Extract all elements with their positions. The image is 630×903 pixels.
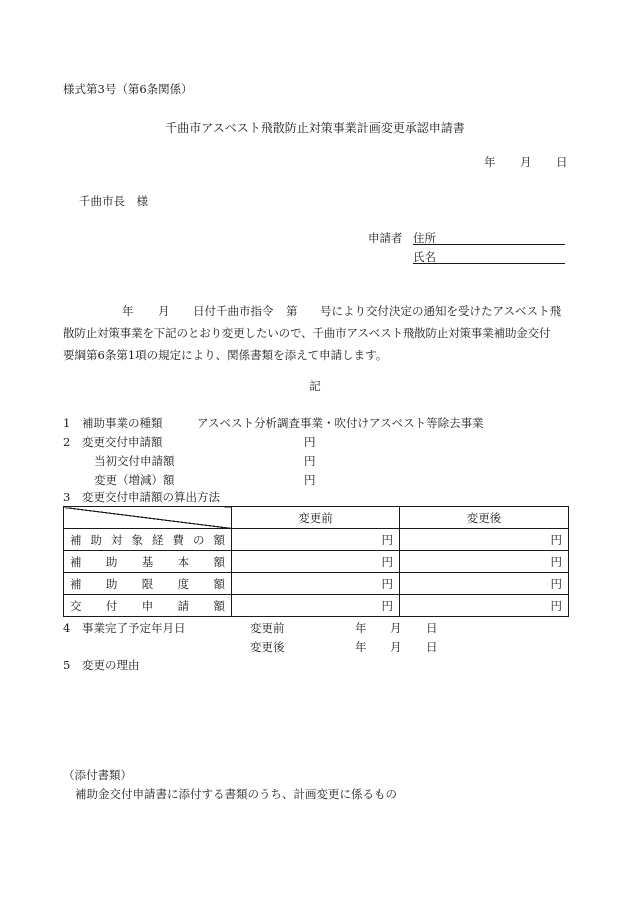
addressee: 千曲市長 様	[79, 194, 148, 208]
amount-after-cell[interactable]: 円	[400, 595, 569, 617]
row-label: 補助限度額	[64, 573, 232, 595]
table-row	[64, 595, 569, 617]
header-after: 変更後	[400, 507, 569, 529]
item-2-sub-initial-label: 当初交付申請額	[94, 454, 175, 468]
address-label: 住所	[413, 231, 436, 245]
table-row	[64, 529, 569, 551]
body-line3: 要綱第6条第1項の規定により、関係書類を添えて申請します。	[63, 348, 388, 362]
item-4-after-year: 年	[355, 640, 367, 654]
amount-after-cell[interactable]: 円	[400, 529, 569, 551]
item-4-label: 事業完了予定年月日	[82, 621, 186, 635]
item-4-before-day: 日	[426, 621, 438, 635]
item-4-after-day: 日	[426, 640, 438, 654]
item-2-sub-initial-unit: 円	[304, 454, 316, 468]
amount-after-cell[interactable]: 円	[400, 573, 569, 595]
item-1-num: 1	[63, 416, 71, 430]
table-header-row	[64, 507, 569, 529]
item-1-value: アスベスト分析調査事業・吹付けアスベスト等除去事業	[197, 416, 484, 430]
applicant-label: 申請者	[368, 231, 403, 245]
item-5-label: 変更の理由	[82, 658, 140, 672]
document-title: 千曲市アスベスト飛散防止対策事業計画変更承認申請書	[165, 121, 465, 135]
item-3-num: 3	[63, 490, 71, 504]
attachments-text: 補助金交付申請書に添付する書類のうち、計画変更に係るもの	[75, 787, 397, 801]
body-number-prefix: 第	[286, 304, 298, 318]
item-4-before-label: 変更前	[250, 621, 285, 635]
calculation-table	[63, 506, 569, 617]
table-row	[64, 551, 569, 573]
item-2-sub-change-unit: 円	[304, 473, 316, 487]
amount-before-cell[interactable]: 円	[232, 551, 400, 573]
attachments-heading: （添付書類）	[63, 768, 132, 782]
ki-heading: 記	[309, 379, 321, 393]
item-4-before-year: 年	[355, 621, 367, 635]
item-4-num: 4	[63, 621, 71, 635]
row-label: 交付申請額	[64, 595, 232, 617]
row-label: 補助基本額	[64, 551, 232, 573]
form-number: 様式第3号（第6条関係）	[63, 82, 193, 96]
item-3-label: 変更交付申請額の算出方法	[82, 490, 220, 504]
item-1-label: 補助事業の種類	[82, 416, 163, 430]
header-before: 変更前	[232, 507, 400, 529]
item-4-after-month: 月	[390, 640, 402, 654]
item-2-num: 2	[63, 435, 71, 449]
address-field[interactable]	[413, 244, 565, 245]
body-line2: 散防止対策事業を下記のとおり変更したいので、千曲市アスベスト飛散防止対策事業補助金交付	[63, 326, 551, 340]
item-2-sub-change-label: 変更（増減）額	[94, 473, 175, 487]
item-4-after-label: 変更後	[250, 640, 285, 654]
amount-before-cell[interactable]: 円	[232, 529, 400, 551]
name-field[interactable]	[413, 263, 565, 264]
body-day-text: 日付千曲市指令	[193, 304, 274, 318]
date-month: 月	[520, 155, 532, 169]
date-day: 日	[556, 155, 568, 169]
amount-before-cell[interactable]: 円	[232, 573, 400, 595]
table-corner-cell	[64, 507, 232, 529]
item-2-unit: 円	[304, 435, 316, 449]
name-label: 氏名	[413, 250, 436, 264]
body-line1: 号により交付決定の通知を受けたアスベスト飛	[320, 304, 562, 318]
item-2-label: 変更交付申請額	[82, 435, 163, 449]
body-month: 月	[158, 304, 170, 318]
amount-after-cell[interactable]: 円	[400, 551, 569, 573]
body-year: 年	[122, 304, 134, 318]
amount-before-cell[interactable]: 円	[232, 595, 400, 617]
item-5-num: 5	[63, 658, 71, 672]
date-year: 年	[484, 155, 496, 169]
row-label: 補助対象経費の額	[64, 529, 232, 551]
table-row	[64, 573, 569, 595]
item-4-before-month: 月	[390, 621, 402, 635]
